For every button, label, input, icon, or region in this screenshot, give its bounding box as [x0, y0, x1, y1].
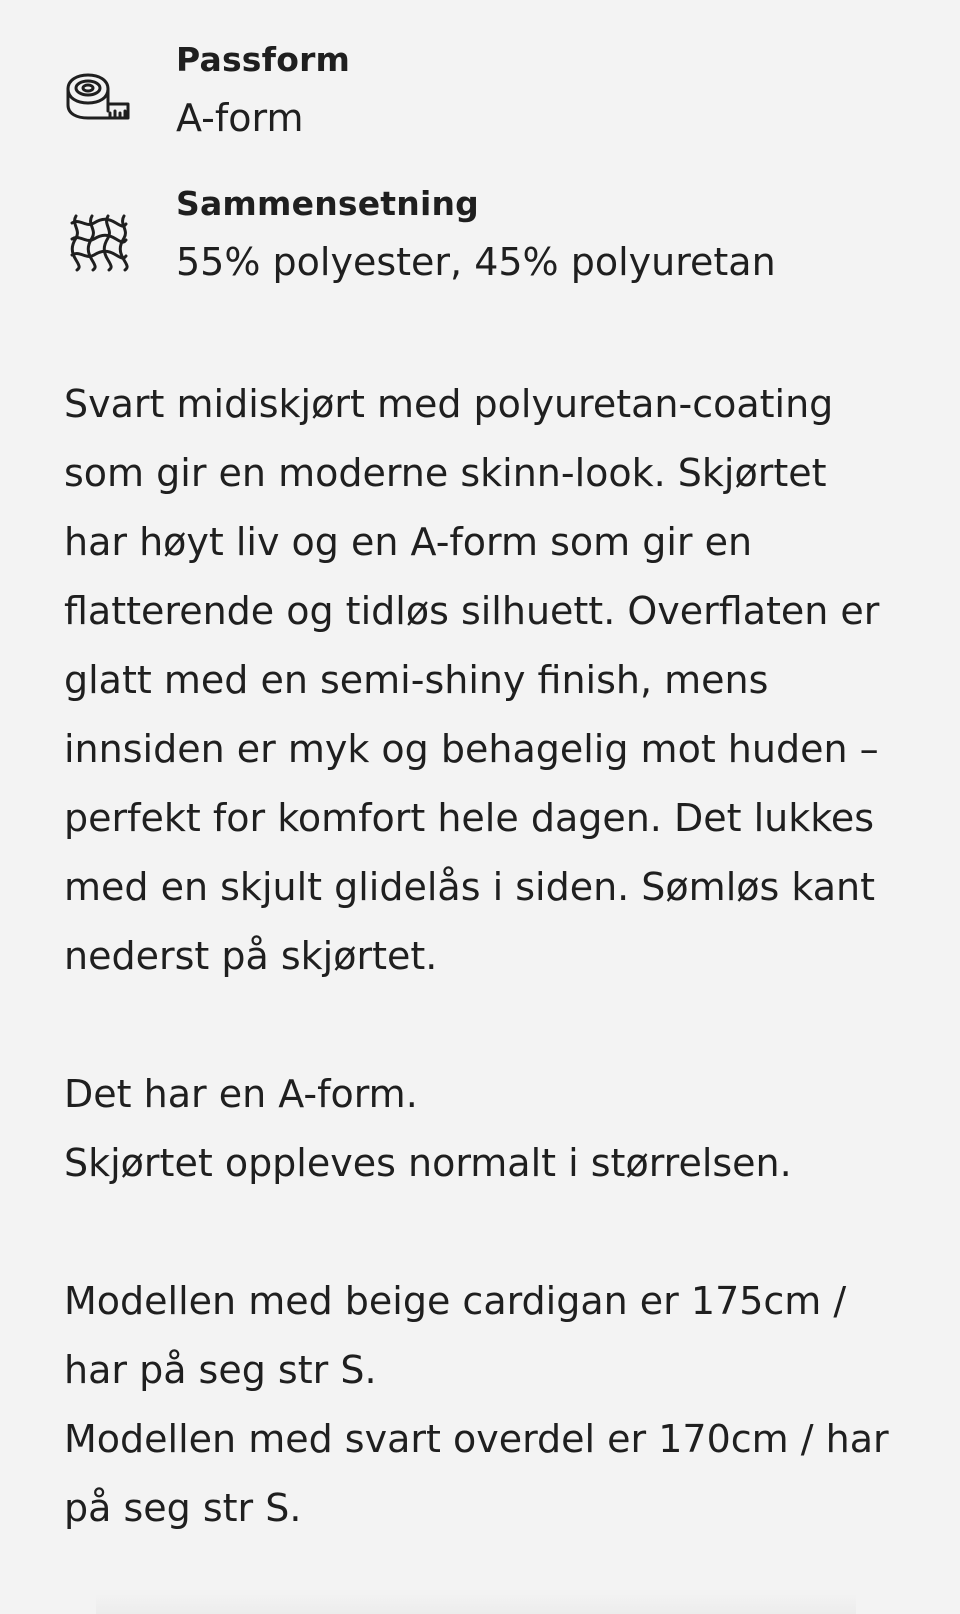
description-line: Det har en A-form.	[64, 1072, 418, 1116]
description-line: Modellen med beige cardigan er 175cm /	[64, 1279, 847, 1323]
description-paragraph	[64, 370, 924, 991]
product-description	[64, 370, 924, 1543]
attribute-value: A-form	[176, 96, 304, 140]
bottom-fade	[96, 1594, 856, 1614]
attribute-fit	[64, 40, 924, 160]
description-line: perfekt for komfort hele dagen. Det lukkes	[64, 796, 875, 840]
fabric-weave-icon	[64, 208, 132, 276]
description-line: flatterende og tidløs silhuett. Overflaten er	[64, 589, 880, 633]
description-model-note	[64, 1267, 924, 1543]
attribute-value: 55% polyester, 45% polyuretan	[176, 240, 776, 284]
description-line: Svart midiskjørt med polyuretan-coating	[64, 382, 834, 426]
measuring-tape-icon	[64, 64, 132, 132]
description-line: nederst på skjørtet.	[64, 934, 438, 978]
attribute-title: Sammensetning	[176, 184, 479, 223]
description-fit-note	[64, 1060, 924, 1198]
attribute-composition	[64, 184, 924, 304]
attribute-title: Passform	[176, 40, 351, 79]
description-line: som gir en moderne skinn-look. Skjørtet	[64, 451, 827, 495]
description-line: har høyt liv og en A-form som gir en	[64, 520, 753, 564]
description-line: med en skjult glidelås i siden. Sømløs kant	[64, 865, 875, 909]
description-line: har på seg str S.	[64, 1348, 377, 1392]
description-line: Modellen med svart overdel er 170cm / har	[64, 1417, 889, 1461]
description-line: på seg str S.	[64, 1486, 302, 1530]
description-line: glatt med en semi-shiny finish, mens	[64, 658, 769, 702]
description-line: innsiden er myk og behagelig mot huden –	[64, 727, 879, 771]
description-line: Skjørtet oppleves normalt i størrelsen.	[64, 1141, 792, 1185]
